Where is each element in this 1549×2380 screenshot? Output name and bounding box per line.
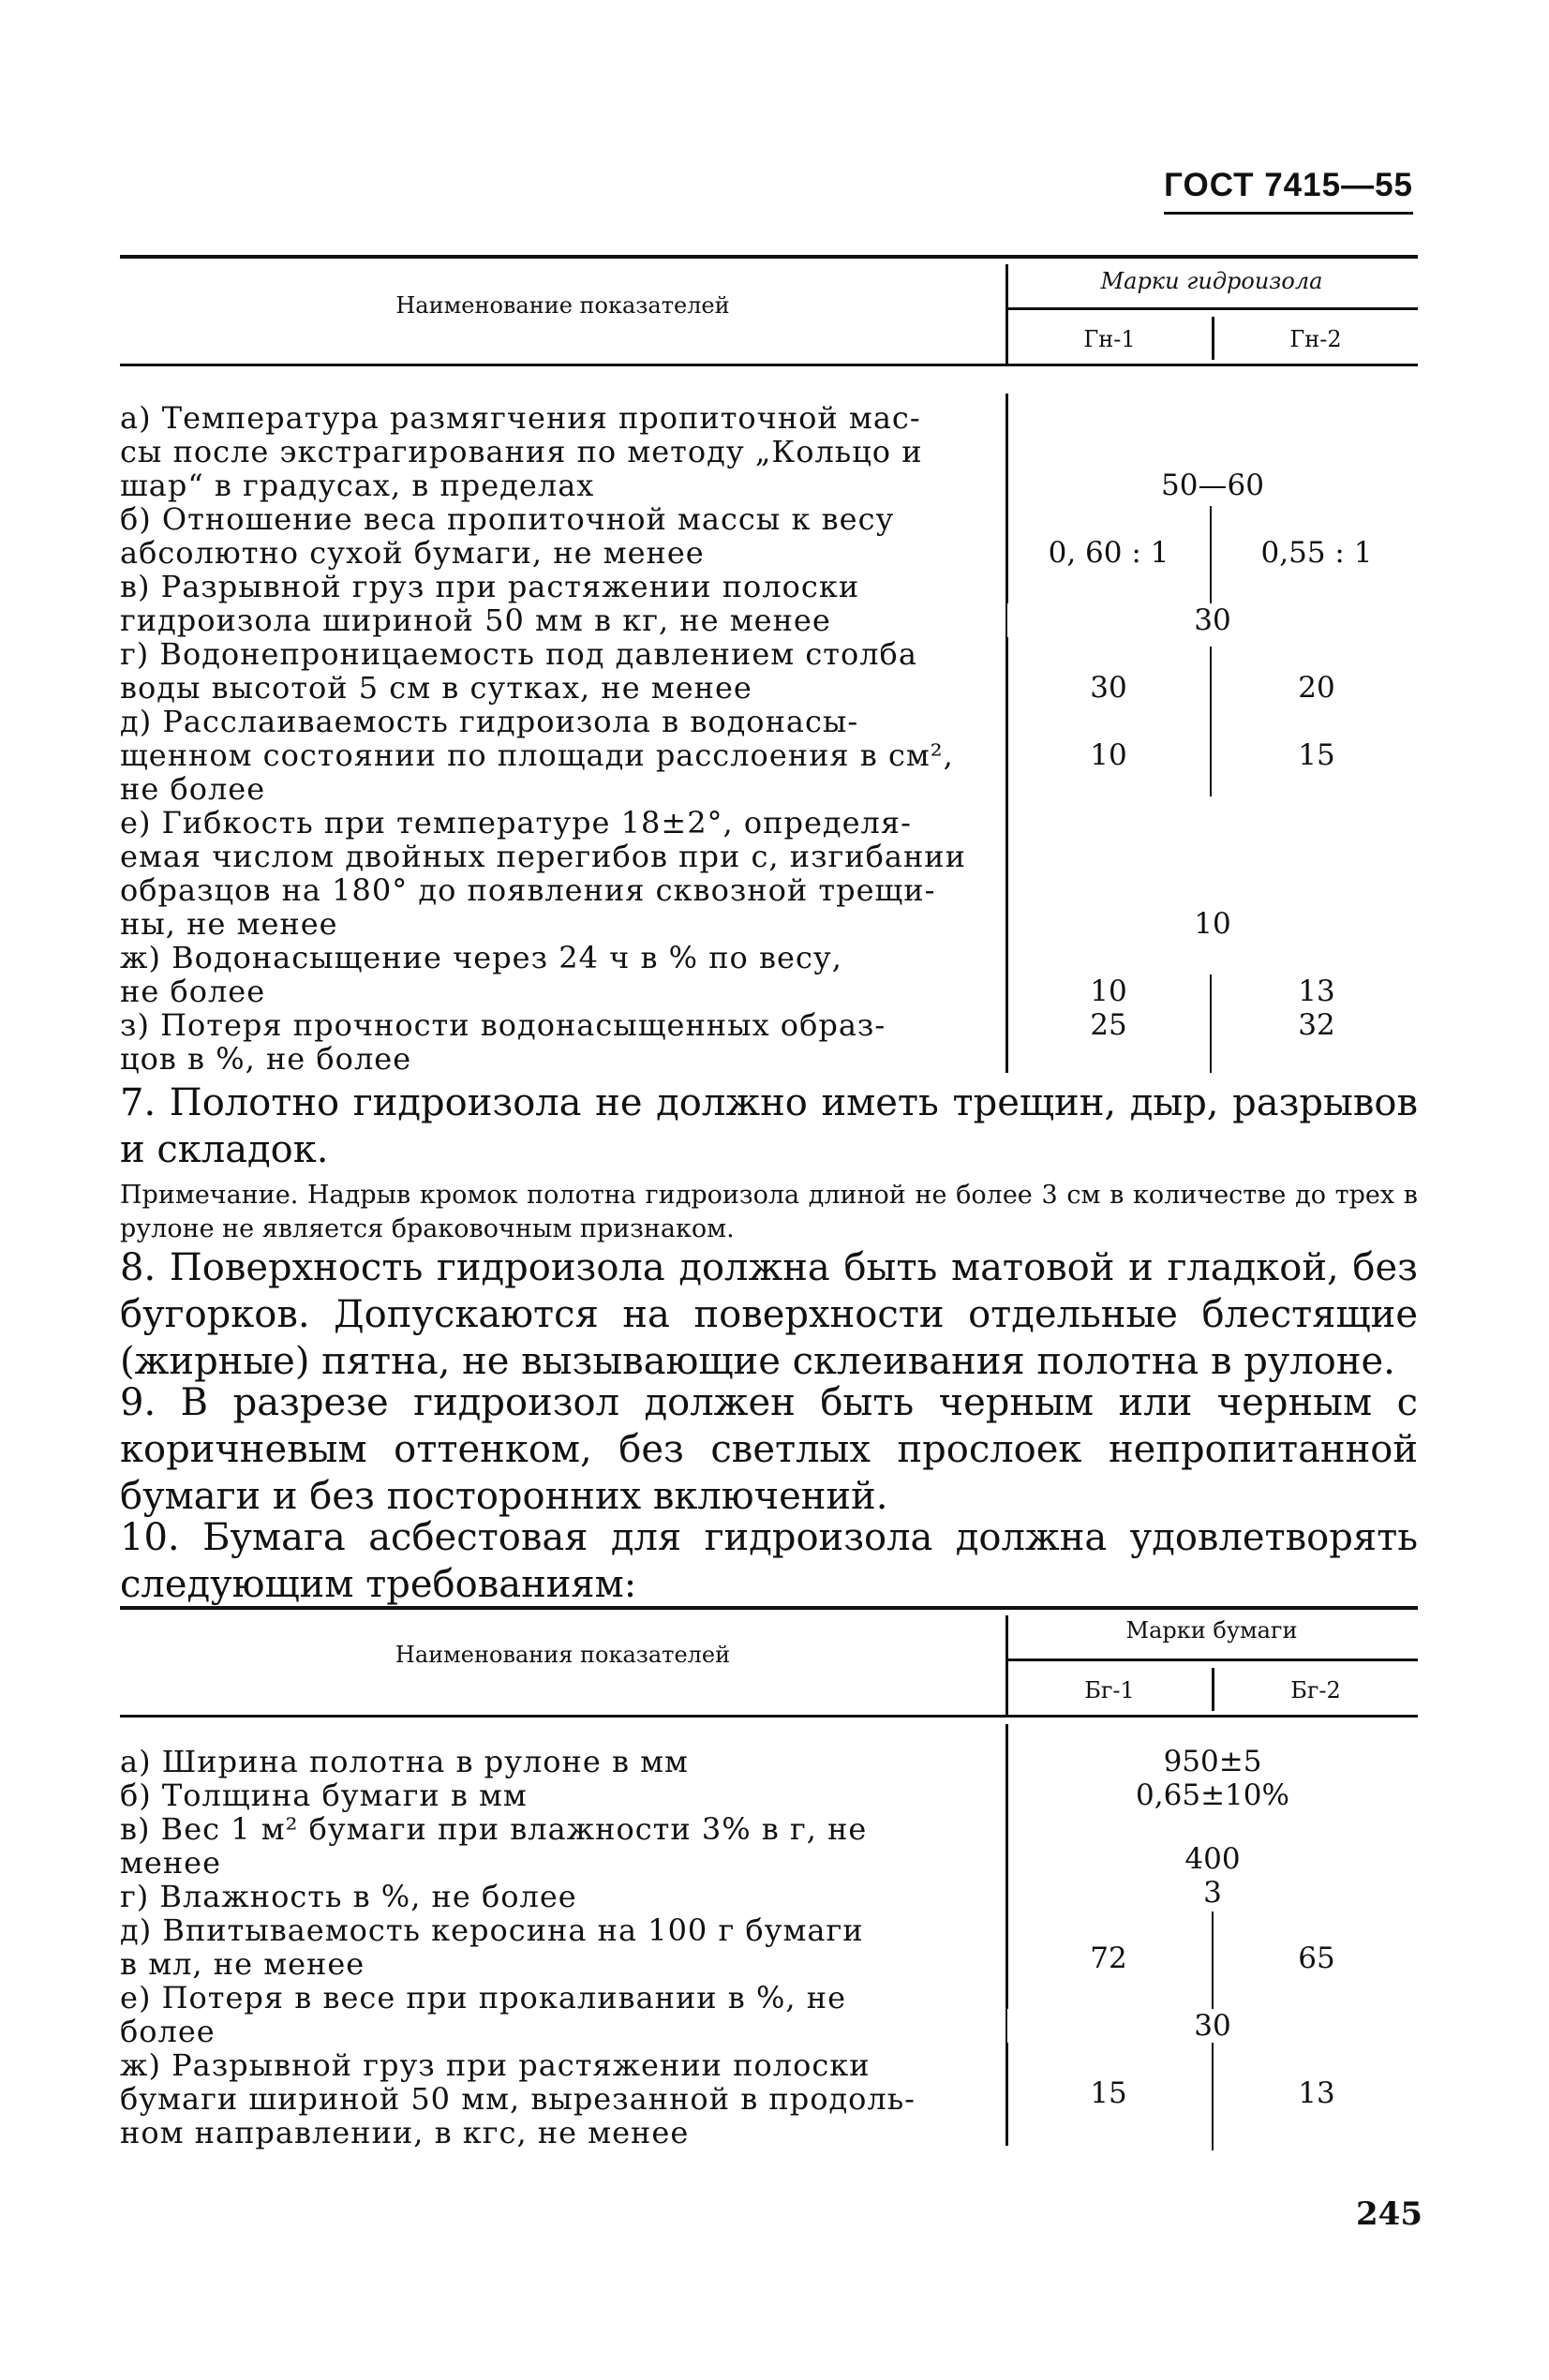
table2-header-rule bbox=[120, 1715, 1418, 1718]
table1-row: щенном состоянии по площади расслоения в см², bbox=[120, 737, 954, 773]
table1-value-z2: 32 bbox=[1298, 1008, 1335, 1042]
table2-value-d2: 65 bbox=[1298, 1941, 1335, 1975]
table2-row: менее bbox=[120, 1845, 222, 1881]
table1-value-v: 30 bbox=[1007, 603, 1418, 637]
paragraph-8: 8. Поверхность гидроизола должна быть матовой и гладкой, без бугорков. Допускаются на поверхности отдельные блестящие (жирные) пятна, не вызывающие склеивания полотна в рулоне. bbox=[120, 1246, 1418, 1383]
table1-value-d1: 10 bbox=[1090, 738, 1127, 772]
table2-row: более bbox=[120, 2014, 216, 2049]
table1-value-zh1: 10 bbox=[1090, 974, 1127, 1008]
table1-col-a: Гн-1 bbox=[1083, 326, 1136, 352]
table1-value-divider bbox=[1210, 647, 1212, 796]
table1-col-b: Гн-2 bbox=[1289, 326, 1342, 352]
table1-value-zh2: 13 bbox=[1298, 974, 1335, 1008]
table2-row: б) Толщина бумаги в мм bbox=[120, 1778, 528, 1813]
table1-value-z1: 25 bbox=[1090, 1008, 1127, 1042]
table1-row: з) Потеря прочности водонасыщенных образ- bbox=[120, 1007, 886, 1043]
table1-header-rule bbox=[120, 364, 1418, 366]
table1-row: в) Разрывной груз при растяжении полоски bbox=[120, 569, 860, 604]
table2-row: ж) Разрывной груз при растяжении полоски bbox=[120, 2047, 871, 2083]
table1-row: ж) Водонасыщение через 24 ч в % по весу, bbox=[120, 940, 842, 975]
paragraph-10: 10. Бумага асбестовая для гидроизола должна удовлетворять следующим требованиям: bbox=[120, 1516, 1418, 1606]
table1-subheader-rule bbox=[1005, 307, 1418, 310]
table1-value-e: 10 bbox=[1194, 907, 1231, 941]
table2-value-zh2: 13 bbox=[1298, 2076, 1335, 2110]
table2-row: бумаги шириной 50 мм, вырезанной в продоль- bbox=[120, 2081, 916, 2117]
table2-row: е) Потеря в весе при прокаливании в %, не bbox=[120, 1980, 846, 2016]
table2-col-b: Бг-2 bbox=[1290, 1677, 1341, 1703]
table2-col-group: Марки бумаги bbox=[1125, 1617, 1298, 1644]
table1-row: шар“ в градусах, в пределах bbox=[120, 468, 595, 503]
table2-row: г) Влажность в %, не более bbox=[120, 1879, 577, 1914]
table1-top-rule bbox=[120, 255, 1418, 259]
table2-value-b: 0,65±10% bbox=[1136, 1778, 1289, 1812]
paragraph-7: 7. Полотно гидроизола не должно иметь трещин, дыр, разрывов и складок. bbox=[120, 1081, 1418, 1171]
table2-value-e: 30 bbox=[1007, 2009, 1418, 2043]
table2-value-zh1: 15 bbox=[1090, 2076, 1127, 2110]
table1-row: гидроизола шириной 50 мм в кг, не менее bbox=[120, 602, 831, 638]
table1-row: емая числом двойных перегибов при с, изгибании bbox=[120, 839, 966, 874]
table1-row: цов в %, не более bbox=[120, 1041, 412, 1077]
table1-value-g2: 20 bbox=[1298, 671, 1335, 705]
table2-subheader-rule bbox=[1005, 1659, 1418, 1661]
table1-row: г) Водонепроницаемость под давлением столба bbox=[120, 636, 917, 672]
table1-row: абсолютно сухой бумаги, не менее bbox=[120, 535, 705, 571]
table2-col-a: Бг-1 bbox=[1084, 1677, 1135, 1703]
table1-row: а) Температура размягчения пропиточной мас- bbox=[120, 400, 921, 436]
table1-row: сы после экстрагирования по методу „Кольцо и bbox=[120, 434, 923, 469]
table2-row: ном направлении, в кгс, не менее bbox=[120, 2115, 690, 2150]
table1-row: не более bbox=[120, 974, 266, 1009]
table2-value-divider bbox=[1212, 2043, 1214, 2150]
table1-value-g1: 30 bbox=[1090, 671, 1127, 705]
table1-row: д) Расслаиваемость гидроизола в водонасы- bbox=[120, 704, 859, 739]
table1-row: ны, не менее bbox=[120, 906, 338, 942]
table1-row: е) Гибкость при температуре 18±2°, определя- bbox=[120, 805, 912, 840]
table2-value-g: 3 bbox=[1203, 1876, 1222, 1910]
table1-row: воды высотой 5 см в сутках, не менее bbox=[120, 670, 752, 706]
table1-value-divider bbox=[1210, 974, 1212, 1073]
table2-value-v: 400 bbox=[1184, 1842, 1241, 1876]
table1-row: образцов на 180° до появления сквозной трещи- bbox=[120, 872, 936, 908]
gost-header: ГОСТ 7415—55 bbox=[1164, 167, 1413, 215]
table1-value-divider bbox=[1210, 506, 1212, 618]
table2-row: д) Впитываемость керосина на 100 г бумаги bbox=[120, 1912, 864, 1948]
table1-row: не более bbox=[120, 771, 266, 807]
note: Примечание. Надрыв кромок полотна гидроизола длиной не более 3 см в количестве до трех в рулоне не является браковочным признаком. bbox=[120, 1181, 1418, 1243]
table2-row: в) Вес 1 м² бумаги при влажности 3% в г, не bbox=[120, 1811, 868, 1847]
table2-top-rule bbox=[120, 1606, 1418, 1610]
table2-row: в мл, не менее bbox=[120, 1946, 365, 1982]
paragraph-9: 9. В разрезе гидроизол должен быть черным или черным с коричневым оттенком, без светлых прослоек непропитанной бумаги и без посторонних включений. bbox=[120, 1381, 1418, 1518]
table1-value-a: 50—60 bbox=[1161, 469, 1264, 502]
table2-value-d1: 72 bbox=[1090, 1941, 1127, 1975]
table1-col-group: Марки гидроизола bbox=[1100, 268, 1323, 294]
page-number: 245 bbox=[1356, 2195, 1422, 2233]
table1-value-d2: 15 bbox=[1298, 738, 1335, 772]
table2-col-name: Наименования показателей bbox=[395, 1642, 731, 1668]
table1-col-name: Наименование показателей bbox=[395, 292, 730, 319]
table1-value-b1: 0, 60 : 1 bbox=[1048, 536, 1169, 570]
table1-value-b2: 0,55 : 1 bbox=[1260, 536, 1373, 570]
table2-row: а) Ширина полотна в рулоне в мм bbox=[120, 1744, 689, 1779]
table1-row: б) Отношение веса пропиточной массы к весу bbox=[120, 501, 895, 537]
table2-value-a: 950±5 bbox=[1163, 1745, 1262, 1778]
